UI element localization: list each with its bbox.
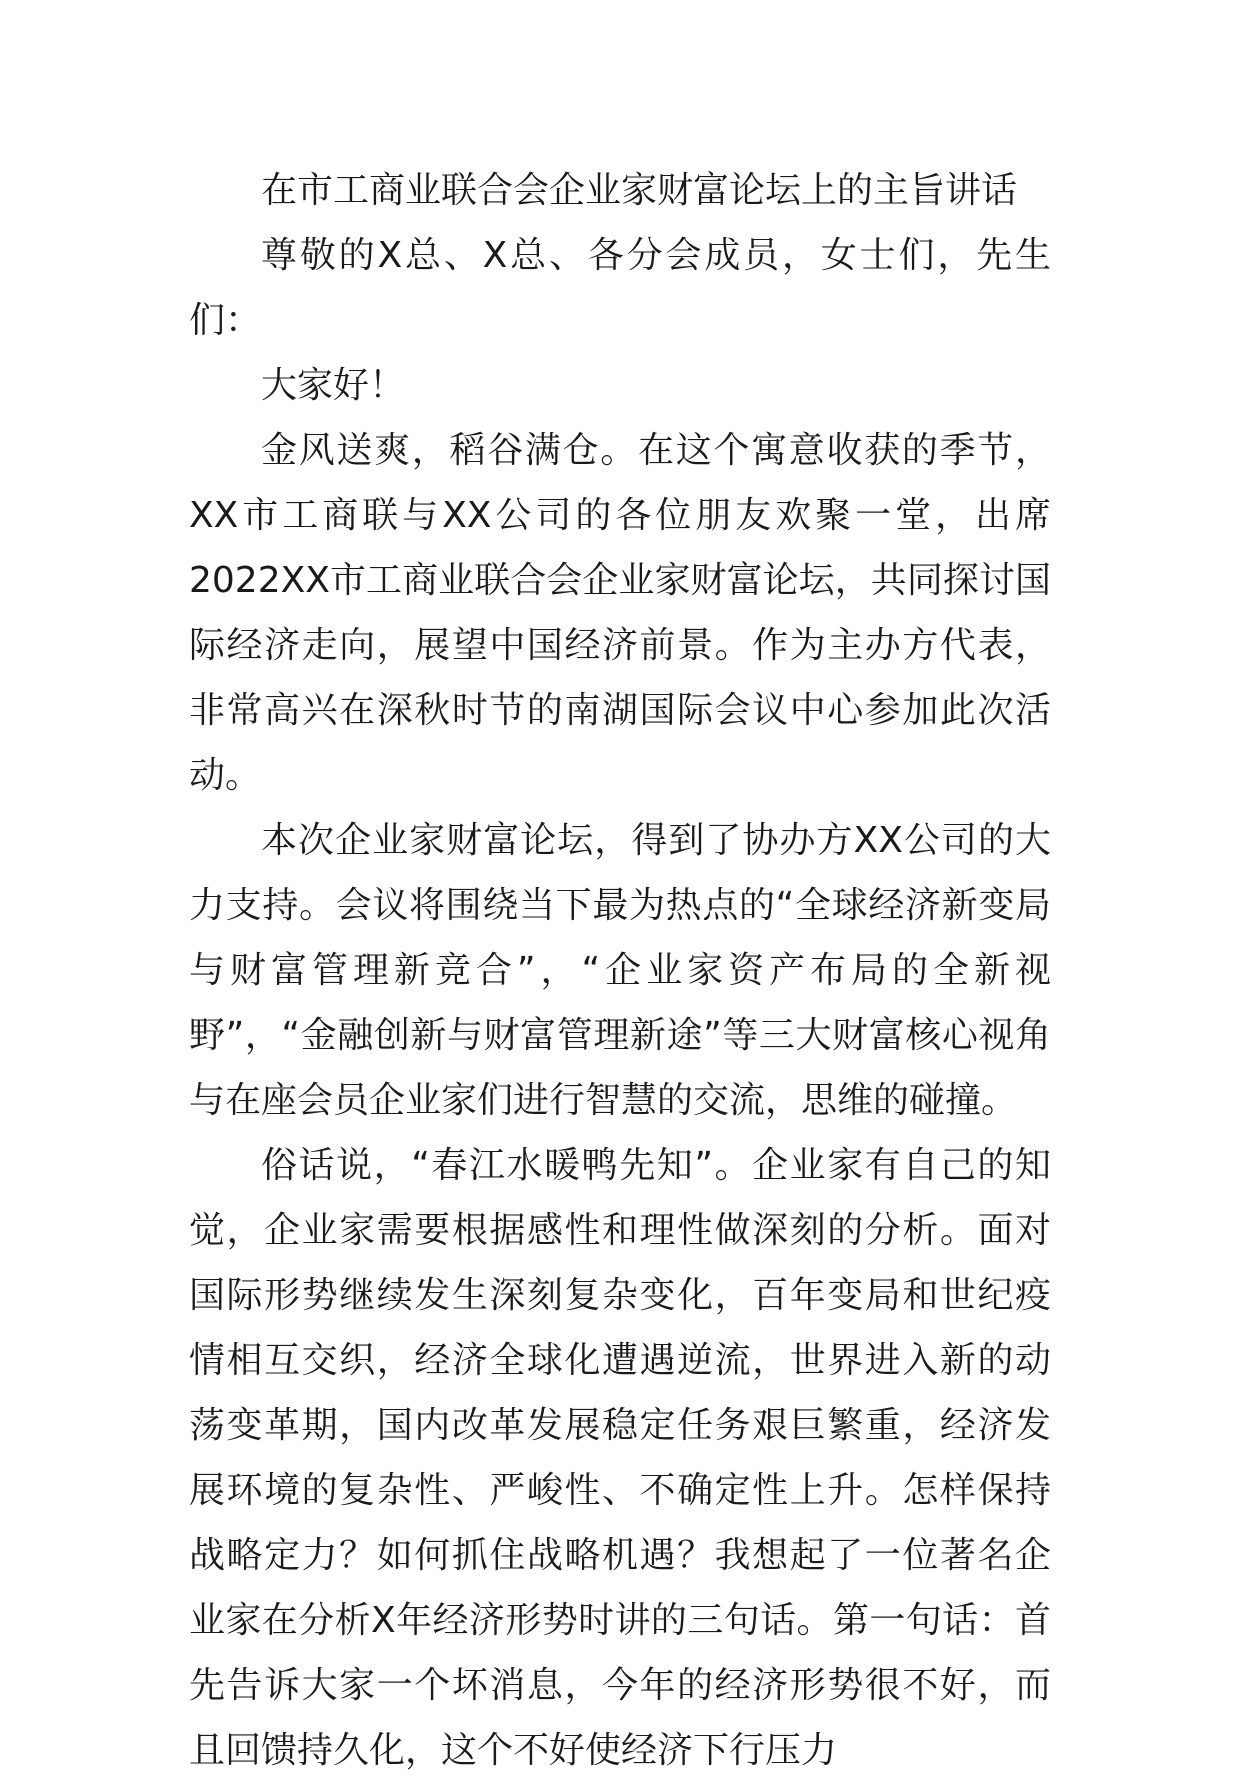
paragraph-3: 俗话说，“春江水暖鸭先知”。企业家有自己的知觉，企业家需要根据感性和理性做深刻的分析。面对国际形势继续发生深刻复杂变化，百年变局和世纪疫情相互交织，经济全球化遭遇逆流，世界进入新的动荡变革期，国内改革发展稳定任务艰巨繁重，经济发展环境的复杂性、严峻性、不确定性上升。怎样保持战略定力？如何抓住战略机遇？我想起了一位著名企业家在分析X年经济形势时讲的三句话。第一句话：首先告诉大家一个坏消息，今年的经济形势很不好，而且回馈持久化，这个不好使经济下行压力 [189, 1145, 1051, 1771]
greeting: 大家好！ [261, 365, 406, 406]
paragraph-2: 本次企业家财富论坛，得到了协办方XX公司的大力支持。会议将围绕当下最为热点的“全球经济新变局与财富管理新竞合”，“企业家资产布局的全新视野”，“金融创新与财富管理新途”等三大财富核心视角与在座会员企业家们进行智慧的交流，思维的碰撞。 [189, 820, 1051, 1121]
paragraph-1: 金风送爽，稻谷满仓。在这个寓意收获的季节，XX市工商联与XX公司的各位朋友欢聚一堂，出席2022XX市工商业联合会企业家财富论坛，共同探讨国际经济走向，展望中国经济前景。作为主办方代表，非常高兴在深秋时节的南湖国际会议中心参加此次活动。 [189, 430, 1051, 796]
salutation: 尊敬的X总、X总、各分会成员，女士们，先生们： [189, 235, 1051, 341]
document-body [189, 158, 1051, 1783]
document-title: 在市工商业联合会企业家财富论坛上的主旨讲话 [261, 170, 1018, 211]
